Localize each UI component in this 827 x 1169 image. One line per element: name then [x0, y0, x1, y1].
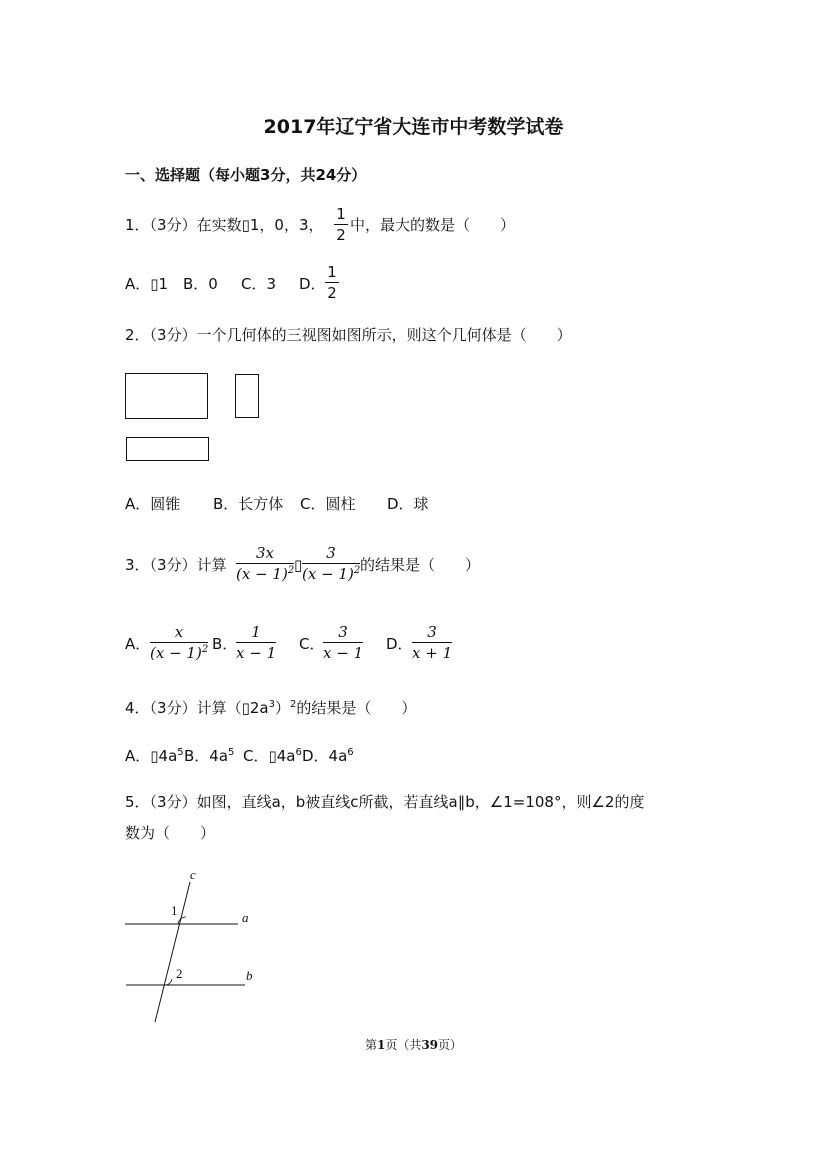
q1-option-a-value: 1: [158, 275, 169, 293]
q3-option-a-base: (x − 1): [150, 644, 202, 662]
q4-stem-exponent-2: 2: [290, 699, 297, 710]
q4-option-b: [184, 745, 234, 767]
label-angle-1: 1: [171, 903, 178, 918]
page-title: 2017年辽宁省大连市中考数学试卷: [263, 116, 564, 138]
q1-option-d-numerator: 1: [327, 263, 337, 281]
q4-option-b-exponent: 5: [228, 747, 235, 758]
q4-stem-exponent-1: 3: [268, 699, 275, 710]
front-view-rectangle: [125, 373, 208, 419]
q4-option-c-label: C．: [243, 747, 269, 765]
label-c: c: [190, 867, 196, 882]
q1-option-c: C．3: [241, 275, 277, 293]
q4-stem: [125, 697, 416, 719]
top-view-rectangle: [126, 437, 209, 461]
q1-option-d-label: D．: [299, 275, 326, 293]
q2-option-d: D．球: [387, 495, 429, 513]
q2-option-a: A．圆锥: [125, 495, 181, 513]
missing-glyph-icon: ▯: [241, 216, 250, 234]
missing-glyph-icon: ▯: [150, 275, 159, 293]
q3-option-c-label: C．: [299, 635, 325, 653]
q4-stem-tail: 的结果是（ ）: [296, 699, 417, 717]
q4-option-a-value: 4a: [158, 747, 178, 765]
q1-option-a-label: A．: [125, 275, 151, 293]
q3-option-d-denominator: x + 1: [412, 644, 453, 662]
missing-glyph-icon: ▯: [150, 747, 159, 765]
q3-option-b-denominator: x − 1: [236, 644, 277, 662]
footer-prefix: 第: [364, 1038, 377, 1052]
q3-fraction-1-base: (x − 1): [236, 565, 288, 583]
q3-fraction-2-numerator: 3: [326, 544, 336, 562]
page-footer: [0, 1036, 827, 1053]
q3-fraction-1-exponent: 2: [287, 565, 295, 576]
q4-option-d-exponent: 6: [347, 747, 354, 758]
q1-fraction-numerator: 1: [336, 205, 346, 223]
missing-glyph-icon: ▯: [241, 699, 250, 717]
q3-option-d-label: D．: [386, 635, 413, 653]
q3-option-a-exponent: 2: [201, 644, 209, 655]
q3-option-c-fraction: [323, 622, 363, 663]
q4-option-d: [302, 745, 354, 767]
label-angle-2: 2: [176, 966, 183, 981]
section-heading: 一、选择题（每小题3分，共24分）: [125, 166, 367, 184]
q1-option-d-denominator: 2: [327, 284, 337, 302]
q2-stem: 2．（3分）一个几何体的三视图如图所示，则这个几何体是（ ）: [125, 326, 572, 344]
q3-fraction-1: [236, 543, 294, 584]
q3-option-a-label: A．: [125, 635, 151, 653]
q4-option-c-exponent: 6: [295, 747, 302, 758]
q3-fraction-1-denominator: [236, 564, 294, 584]
missing-glyph-icon: ▯: [294, 556, 303, 574]
footer-suffix: 页）: [438, 1038, 463, 1052]
q3-option-c-numerator: 3: [338, 623, 348, 641]
angle-1-arc: [178, 917, 186, 924]
q3-fraction-2-denominator: [302, 564, 360, 584]
q2-option-c: C．圆柱: [300, 495, 356, 513]
q3-option-a-numerator: x: [174, 623, 184, 641]
q3-option-d-numerator: 3: [427, 623, 437, 641]
q4-option-a-exponent: 5: [177, 747, 184, 758]
q4-option-b-value: B．4a: [184, 747, 229, 765]
q3-fraction-2-base: (x − 1): [302, 565, 354, 583]
q3-option-b-label: B．: [212, 635, 238, 653]
angle-2-arc: [166, 979, 172, 985]
q4-option-a: [125, 745, 184, 767]
q3-stem: 3．（3分）计算: [125, 556, 227, 574]
q1-option-b: B．0: [183, 275, 218, 293]
q1-tail: 中，最大的数是（ ）: [350, 216, 516, 234]
missing-glyph-icon: ▯: [268, 747, 277, 765]
q4-stem-expression: 2a: [249, 699, 269, 717]
q1-stem: [125, 214, 324, 236]
q2-option-b: B．长方体: [213, 495, 284, 513]
q1-fraction-denominator: 2: [336, 226, 346, 244]
q5-stem-line-2: 数为（ ）: [125, 824, 216, 842]
label-b: b: [246, 968, 253, 983]
q3-option-a-denominator: [150, 643, 208, 663]
parallel-lines-figure: [120, 862, 270, 1030]
q3-fraction-1-numerator: 3x: [255, 544, 274, 562]
side-view-rectangle: [235, 374, 259, 418]
q1-fraction: [334, 204, 348, 245]
q5-stem-line-1: 5．（3分）如图，直线a，b被直线c所截，若直线a∥b，∠1=108°，则∠2的度: [125, 793, 645, 811]
q4-stem-close: ）: [274, 699, 290, 717]
footer-page-number: 1: [376, 1038, 386, 1052]
q1-number-list: 1，0，3，: [249, 216, 324, 234]
q4-option-c: [243, 745, 302, 767]
footer-middle: 页（共: [385, 1038, 422, 1052]
q4-option-c-value: 4a: [276, 747, 296, 765]
q1-option-d-fraction: [325, 262, 339, 303]
q3-option-c-denominator: x − 1: [323, 644, 364, 662]
q3-option-b-numerator: 1: [251, 623, 261, 641]
q1-stem-text: 1．（3分）在实数: [125, 216, 242, 234]
q3-fraction-2-exponent: 2: [353, 565, 361, 576]
q3-option-a-fraction: [150, 622, 208, 663]
q1-option-a: [125, 273, 168, 295]
q3-fraction-2: [302, 543, 360, 584]
q3-option-b-fraction: [236, 622, 276, 663]
q4-stem-prefix: 4．（3分）计算（: [125, 699, 242, 717]
label-a: a: [242, 910, 249, 925]
q3-tail: 的结果是（ ）: [360, 556, 481, 574]
q3-option-d-fraction: [412, 622, 452, 663]
q4-option-d-value: D．4a: [302, 747, 348, 765]
q4-option-a-label: A．: [125, 747, 151, 765]
footer-total-pages: 39: [421, 1038, 439, 1052]
